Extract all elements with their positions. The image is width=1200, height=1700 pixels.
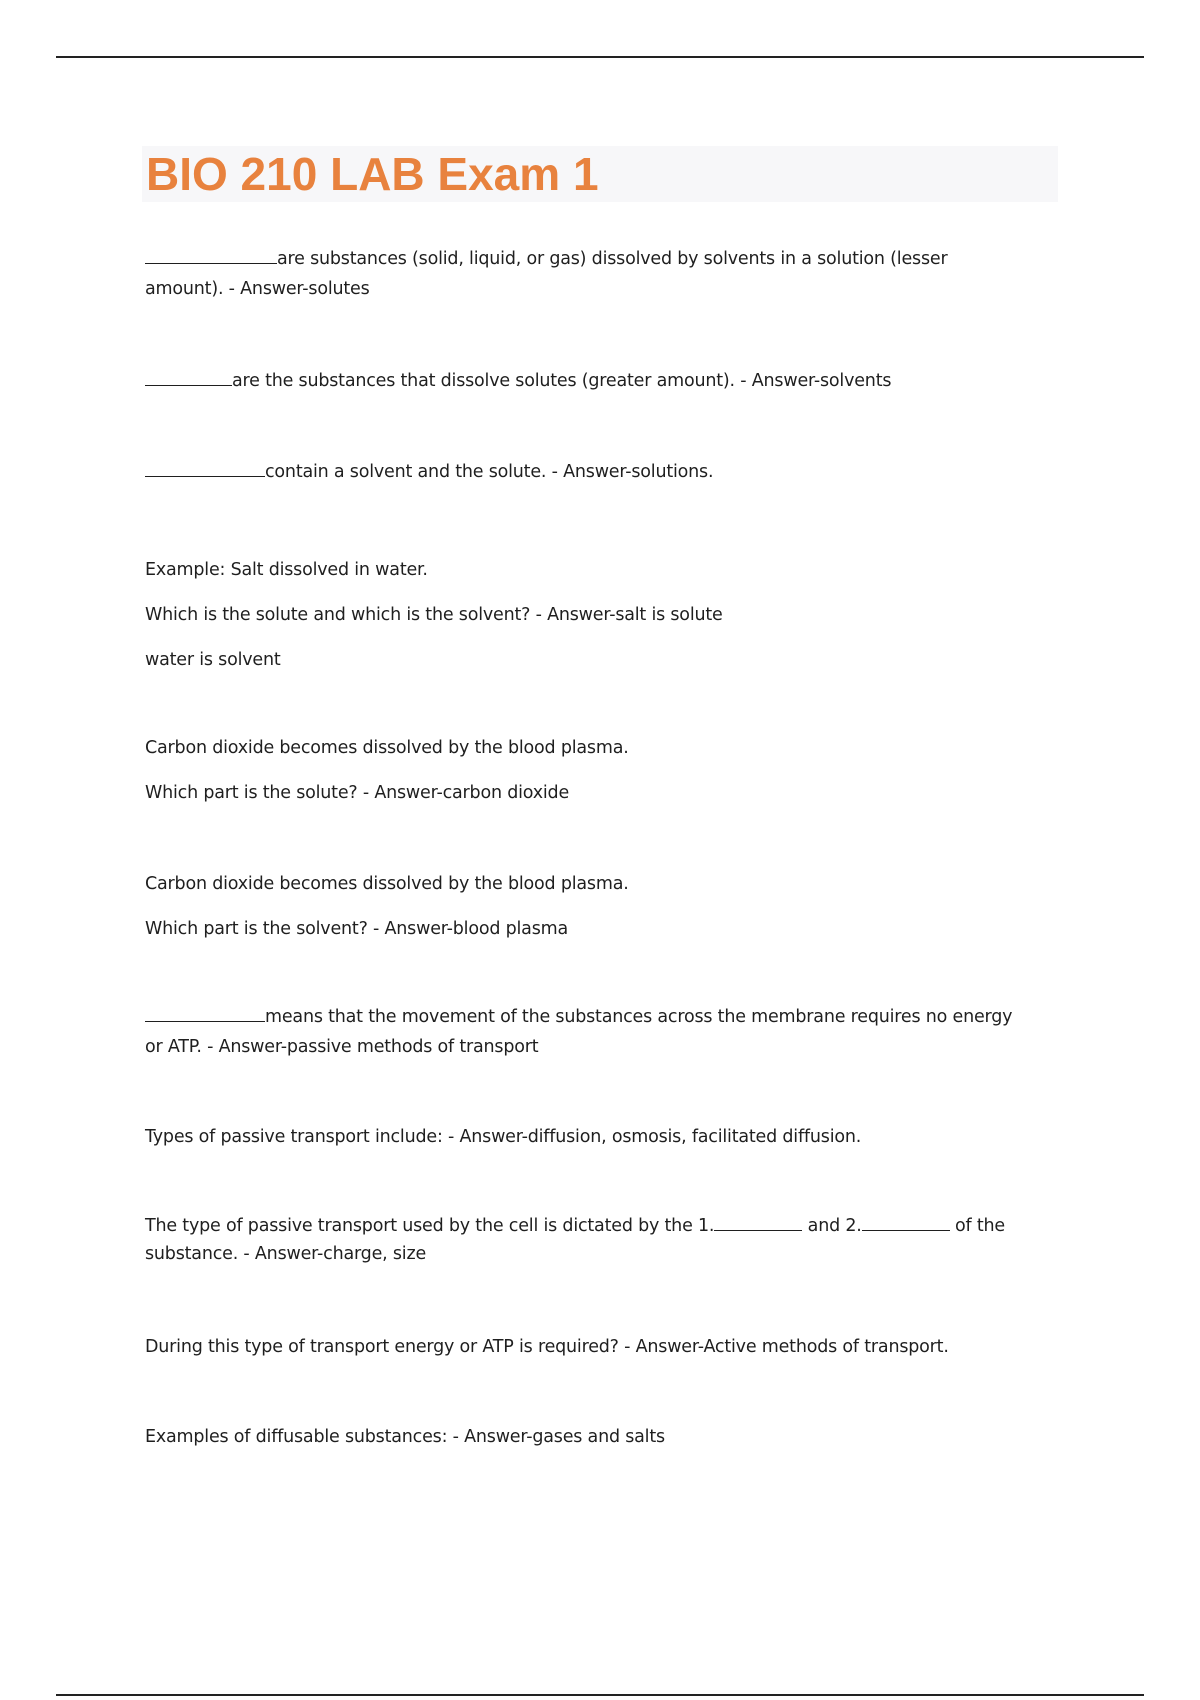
qa-line: Which is the solute and which is the solvent? - Answer-salt is solute <box>145 605 723 625</box>
qa-line: Types of passive transport include: - Answer-diffusion, osmosis, facilitated diffusion. <box>145 1127 862 1147</box>
qa-line: Which part is the solute? - Answer-carbon dioxide <box>145 783 570 803</box>
qa-text: means that the movement of the substances across the membrane requires no energy <box>265 1007 1013 1027</box>
qa-line <box>145 1212 1065 1240</box>
fill-in-blank <box>145 367 232 386</box>
fill-in-blank <box>145 245 277 264</box>
qa-line <box>145 457 1065 487</box>
qa-item-passive-methods <box>145 1002 1065 1062</box>
qa-text: contain a solvent and the solute. - Answer-solutions. <box>265 462 714 482</box>
qa-item-co2-solvent <box>145 862 1065 952</box>
qa-line: or ATP. - Answer-passive methods of transport <box>145 1037 539 1057</box>
qa-text: of the <box>955 1216 1005 1236</box>
qa-line <box>145 366 1065 396</box>
qa-line: substance. - Answer-charge, size <box>145 1244 427 1264</box>
fill-in-blank <box>862 1212 950 1231</box>
qa-item-charge-size <box>145 1212 1065 1268</box>
qa-text: and 2. <box>807 1216 862 1236</box>
bottom-rule <box>56 1694 1144 1696</box>
qa-line <box>145 1002 1065 1032</box>
qa-line: water is solvent <box>145 650 281 670</box>
qa-item-passive-types <box>145 1122 1065 1152</box>
document-title: BIO 210 LAB Exam 1 <box>146 148 599 200</box>
qa-item-salt-water <box>145 548 1065 683</box>
qa-line: amount). - Answer-solutes <box>145 279 370 299</box>
qa-item-active-transport <box>145 1332 1065 1362</box>
qa-line: Examples of diffusable substances: - Answer-gases and salts <box>145 1427 665 1447</box>
qa-text: are the substances that dissolve solutes (greater amount). - Answer-solvents <box>232 371 892 391</box>
fill-in-blank <box>145 458 265 477</box>
fill-in-blank <box>145 1003 265 1022</box>
qa-text: The type of passive transport used by the cell is dictated by the 1. <box>145 1216 715 1236</box>
qa-line <box>145 244 1065 274</box>
top-rule <box>56 56 1144 58</box>
qa-item-solvents <box>145 366 1065 396</box>
qa-item-solutes <box>145 244 1065 304</box>
qa-text: are substances (solid, liquid, or gas) dissolved by solvents in a solution (lesser <box>277 249 948 269</box>
qa-line: Which part is the solvent? - Answer-blood plasma <box>145 919 568 939</box>
qa-line: During this type of transport energy or ATP is required? - Answer-Active methods of transport. <box>145 1337 949 1357</box>
qa-line: Example: Salt dissolved in water. <box>145 560 428 580</box>
qa-line: Carbon dioxide becomes dissolved by the blood plasma. <box>145 874 629 894</box>
qa-item-co2-solute <box>145 726 1065 816</box>
qa-line: Carbon dioxide becomes dissolved by the blood plasma. <box>145 738 629 758</box>
qa-item-diffusable <box>145 1422 1065 1452</box>
fill-in-blank <box>714 1212 802 1231</box>
qa-item-solutions <box>145 457 1065 487</box>
